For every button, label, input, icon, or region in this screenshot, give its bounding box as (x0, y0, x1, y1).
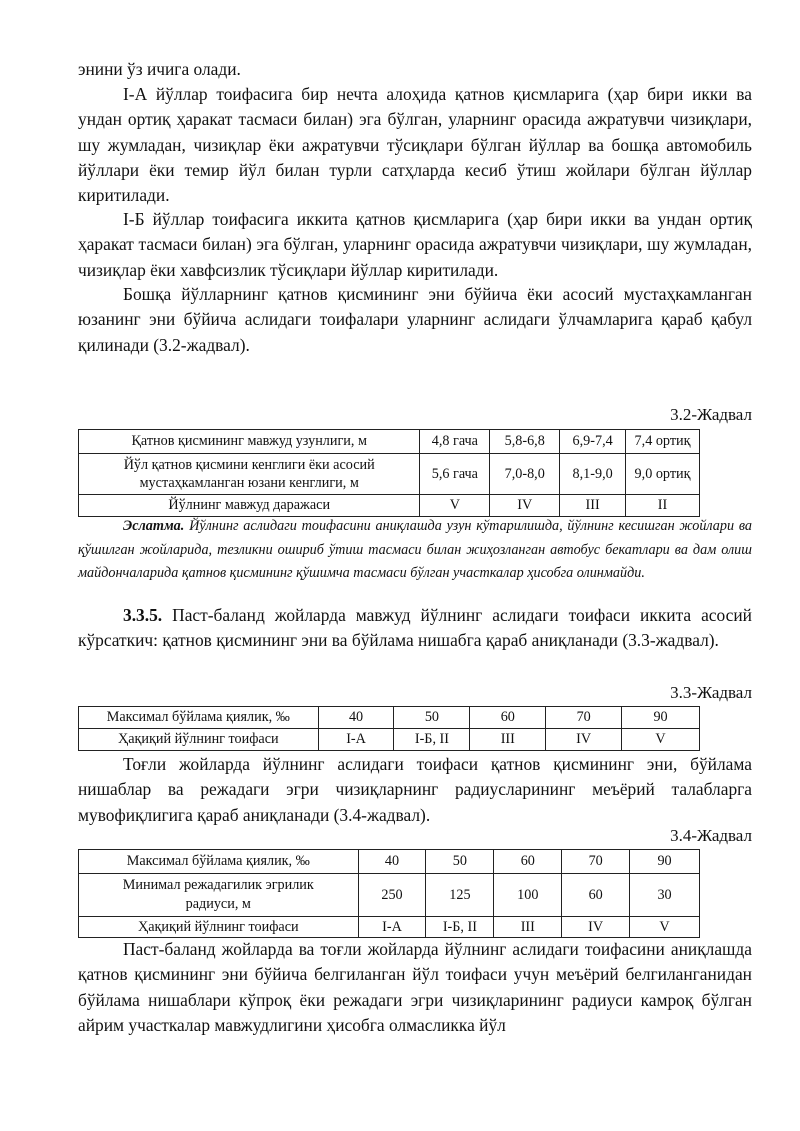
section-number: 3.3.5. (123, 605, 163, 625)
table-cell: 60 (470, 707, 546, 729)
table-row (79, 729, 700, 751)
table-3-2 (78, 429, 700, 517)
table-row (79, 917, 700, 938)
section-text: Паст-баланд жойларда мавжуд йўлнинг аслидаги тоифаси иккита асосий кўрсаткич: қатнов қисмининг эни ва бўйлама нишабга қараб аниқланади (3.3-жадвал). (78, 605, 752, 651)
paragraph-continuation: энини ўз ичига олади. (78, 59, 241, 79)
table-cell: 8,1-9,0 (560, 454, 626, 495)
table-cell: I-Б, II (394, 729, 470, 751)
table-cell: IV (562, 917, 630, 938)
table-cell: 90 (630, 850, 700, 874)
table-cell: III (494, 917, 562, 938)
table-note (78, 515, 752, 586)
table-cell: 40 (358, 850, 426, 874)
table-3-2-caption: 3.2-Жадвал (670, 405, 752, 424)
paragraph-final: Паст-баланд жойларда ва тоғли жойларда йўлнинг аслидаги тоифасини аниқлашда қатнов қисмининг эни бўйича белгиланган йўл тоифаси учун меъёрий белгиланганидан бўйлама нишаблари кўпроқ ёки режадаги эгри чизиқларининг радиуси камроқ бўлган айрим участкалар мавжудлигини ҳисобга олмасликка йўл (78, 939, 752, 1035)
table-3-3 (78, 706, 700, 751)
paragraph-mountain: Тоғли жойларда йўлнинг аслидаги тоифаси қатнов қисмининг эни, бўйлама нишаблар ва режадаги эгри чизиқларнинг радиусларининг меъёрий талабларга мувофиқлигига қараб аниқланади (3.4-жадвал). (78, 754, 752, 825)
table-cell: III (470, 729, 546, 751)
table-cell: Йўлнинг мавжуд даражаси (79, 495, 420, 517)
table-cell: 7,4 ортиқ (626, 430, 700, 454)
table-cell: 60 (562, 874, 630, 917)
table-cell: Йўл қатнов қисмини кенглиги ёки асосий мустаҳкамланган юзани кенглиги, м (79, 454, 420, 495)
table-cell: 70 (546, 707, 622, 729)
table-row (79, 495, 700, 517)
table-cell: 100 (494, 874, 562, 917)
table-cell: 7,0-8,0 (490, 454, 560, 495)
table-cell: IV (490, 495, 560, 517)
table-cell: 50 (394, 707, 470, 729)
table-cell: 50 (426, 850, 494, 874)
table-cell: IV (546, 729, 622, 751)
table-cell: 90 (622, 707, 700, 729)
table-cell: I-Б, II (426, 917, 494, 938)
table-cell: Минимал режадагилик эгрилик радиуси, м (79, 874, 359, 917)
table-cell: I-А (318, 729, 394, 751)
table-cell: 6,9-7,4 (560, 430, 626, 454)
table-cell: 60 (494, 850, 562, 874)
table-cell: V (622, 729, 700, 751)
table-cell: Ҳақиқий йўлнинг тоифаси (79, 729, 319, 751)
table-row (79, 707, 700, 729)
table-3-4-caption: 3.4-Жадвал (670, 826, 752, 845)
paragraph-category-1a: I-А йўллар тоифасига бир нечта алоҳида қатнов қисмларига (ҳар бири икки ва ундан ортиқ ҳаракат тасмаси билан) эга бўлган, уларнинг орасида ажратувчи чизиқлари, шу жумладан, чизиқлар ёки ажратувчи тўсиқлари бўлган йўллар ва бошқа автомобиль йўллари ёки темир йўл билан турли сатҳларда кесиб ўтиш жойлари бўлган йўллар киритилади. (78, 84, 752, 206)
table-cell: V (420, 495, 490, 517)
table-3-4 (78, 849, 700, 938)
paragraph-other-roads: Бошқа йўлларнинг қатнов қисмининг эни бўйича ёки асосий мустаҳкамланган юзанинг эни бўйича аслидаги тоифалари уларнинг аслидаги ўлчамларига қараб қабул қилинади (3.2-жадвал). (78, 284, 752, 355)
table-3-3-caption: 3.3-Жадвал (670, 683, 752, 702)
table-cell: 5,6 гача (420, 454, 490, 495)
table-cell: 9,0 ортиқ (626, 454, 700, 495)
note-label: Эслатма. (123, 518, 185, 534)
table-cell: II (626, 495, 700, 517)
note-text: Йўлнинг аслидаги тоифасини аниқлашда узун кўтарилишда, йўлнинг кесишган жойлари ва қўшилган жойларида, тезликни ошириб ўтиш тасмаси билан жиҳозланган автобус бекатлари ва дам олиш майдончаларида қатнов қисмининг қўшимча тасмаси бўлган участкалар ҳисобга олинмайди. (78, 518, 752, 581)
table-cell: 125 (426, 874, 494, 917)
paragraph-category-1b: I-Б йўллар тоифасига иккита қатнов қисмларига (ҳар бири икки ва ундан ортиқ ҳаракат тасмаси билан) эга бўлган, уларнинг орасида ажратувчи чизиқлари, шу жумладан, чизиқлар ёки хавфсизлик тўсиқлари йўллар киритилади. (78, 209, 752, 280)
table-cell: 40 (318, 707, 394, 729)
table-cell: 250 (358, 874, 426, 917)
table-cell: Қатнов қисмининг мавжуд узунлиги, м (79, 430, 420, 454)
table-cell: 4,8 гача (420, 430, 490, 454)
table-cell: V (630, 917, 700, 938)
table-cell: 30 (630, 874, 700, 917)
table-row (79, 430, 700, 454)
table-cell: 70 (562, 850, 630, 874)
table-cell: Максимал бўйлама қиялик, ‰ (79, 707, 319, 729)
table-cell: Ҳақиқий йўлнинг тоифаси (79, 917, 359, 938)
table-cell: Максимал бўйлама қиялик, ‰ (79, 850, 359, 874)
table-row (79, 874, 700, 917)
table-row (79, 850, 700, 874)
table-cell: III (560, 495, 626, 517)
table-cell: I-А (358, 917, 426, 938)
table-cell: 5,8-6,8 (490, 430, 560, 454)
section-3-3-5 (78, 603, 752, 654)
table-row (79, 454, 700, 495)
